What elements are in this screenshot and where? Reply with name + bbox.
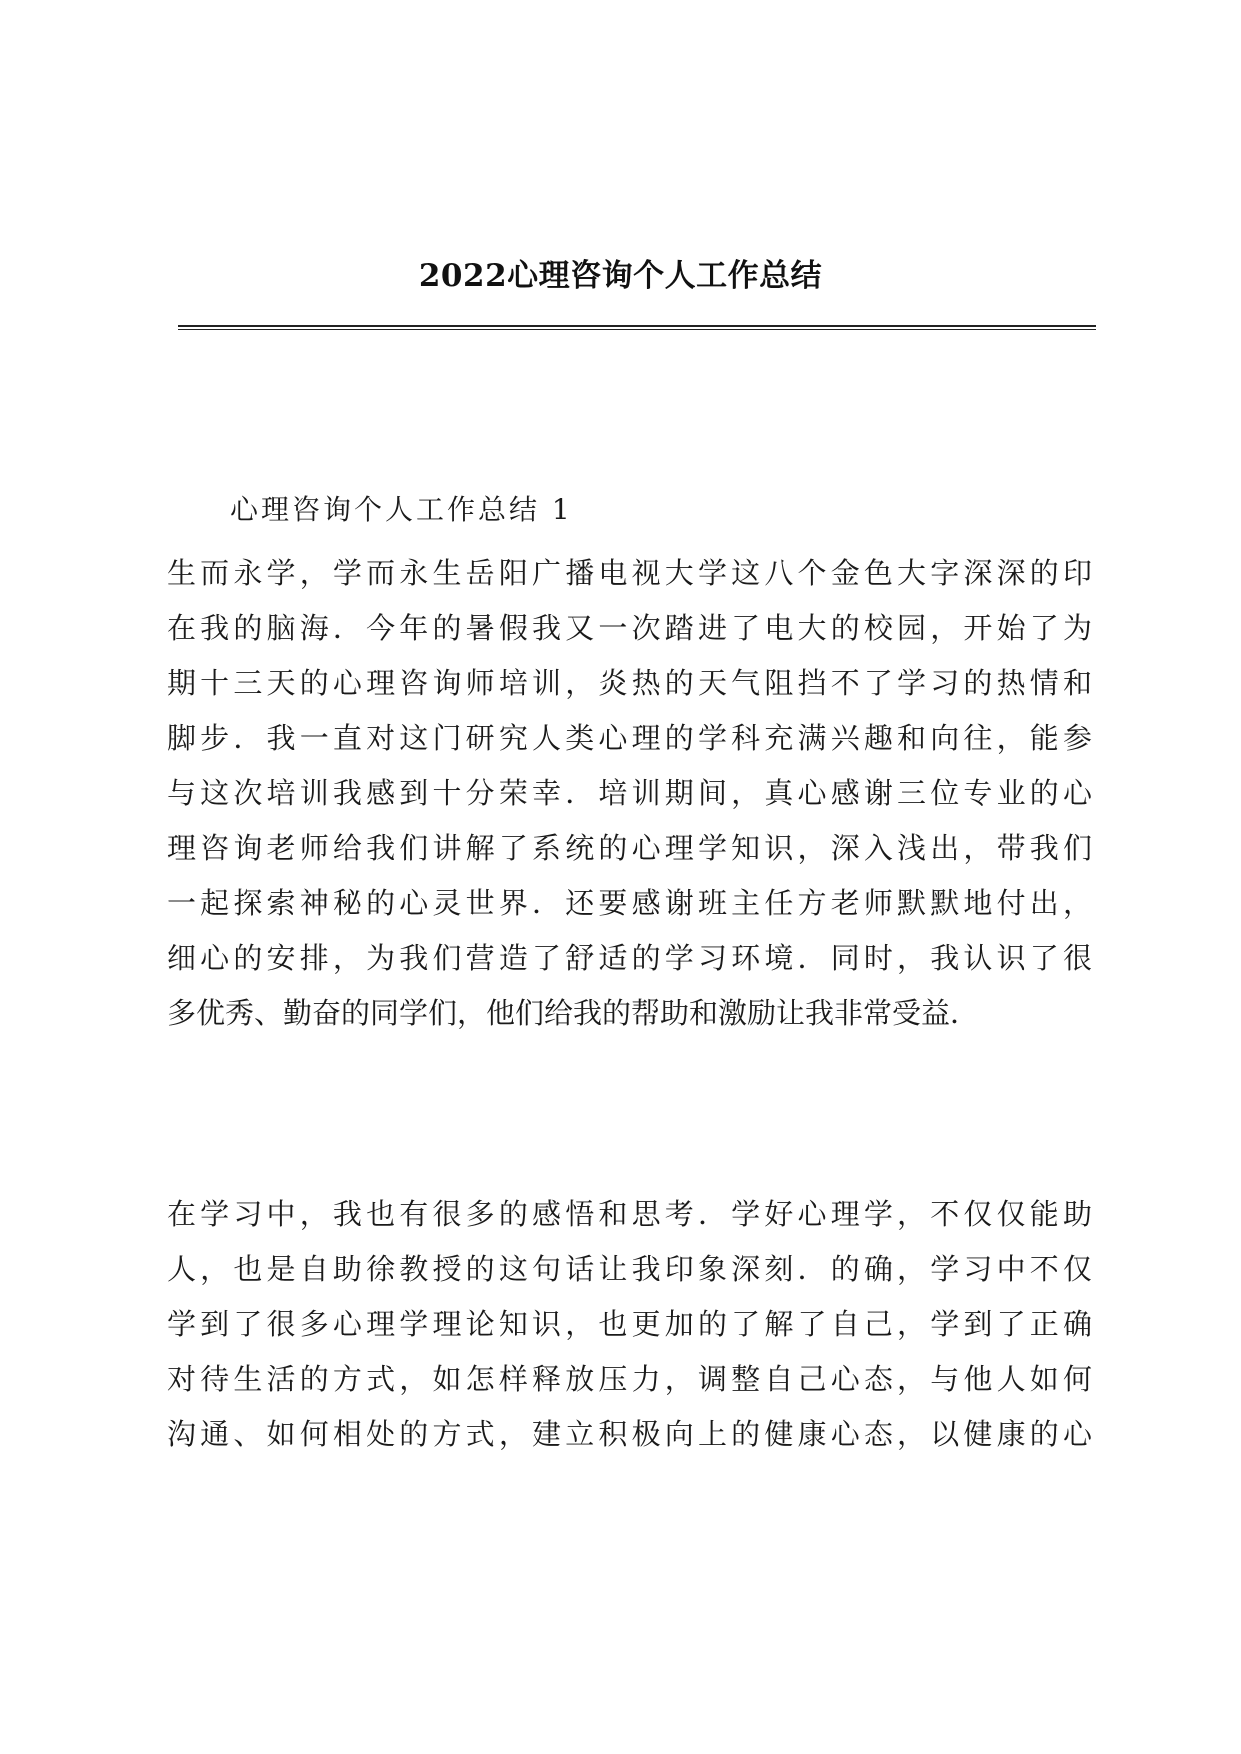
paragraph-line: 生而永学，学而永生岳阳广播电视大学这八个金色大字深深的印 [167, 556, 1092, 590]
paragraph-line: 多优秀、勤奋的同学们，他们给我的帮助和激励让我非常受益． [167, 996, 980, 1030]
paragraph-line: 沟通、如何相处的方式，建立积极向上的健康心态，以健康的心 [167, 1417, 1092, 1451]
paragraph-1 [167, 546, 1092, 1041]
paragraph-line: 一起探索神秘的心灵世界．还要感谢班主任方老师默默地付出， [167, 886, 1092, 920]
section-heading: 心理咨询个人工作总结 1 [230, 493, 573, 526]
paragraph-line: 在学习中，我也有很多的感悟和思考．学好心理学，不仅仅能助 [167, 1197, 1092, 1231]
paragraph-line: 人，也是自助徐教授的这句话让我印象深刻．的确，学习中不仅 [167, 1252, 1092, 1286]
paragraph-2 [167, 1187, 1092, 1462]
paragraph-line: 期十三天的心理咨询师培训，炎热的天气阻挡不了学习的热情和 [167, 666, 1092, 700]
paragraph-line: 脚步．我一直对这门研究人类心理的学科充满兴趣和向往，能参 [167, 721, 1092, 755]
paragraph-line: 与这次培训我感到十分荣幸．培训期间，真心感谢三位专业的心 [167, 776, 1092, 810]
paragraph-line: 学到了很多心理学理论知识，也更加的了解了自己，学到了正确 [167, 1307, 1092, 1341]
paragraph-line: 对待生活的方式，如怎样释放压力，调整自己心态，与他人如何 [167, 1362, 1092, 1396]
title-rule-thick-line [178, 325, 1096, 327]
title-double-rule [178, 325, 1096, 331]
title-rule-thin-line [178, 329, 1096, 330]
document-title: 2022心理咨询个人工作总结 [418, 258, 823, 294]
paragraph-line: 理咨询老师给我们讲解了系统的心理学知识，深入浅出，带我们 [167, 831, 1092, 865]
paragraph-line: 细心的安排，为我们营造了舒适的学习环境．同时，我认识了很 [167, 941, 1092, 975]
paragraph-line: 在我的脑海．今年的暑假我又一次踏进了电大的校园，开始了为 [167, 611, 1092, 645]
